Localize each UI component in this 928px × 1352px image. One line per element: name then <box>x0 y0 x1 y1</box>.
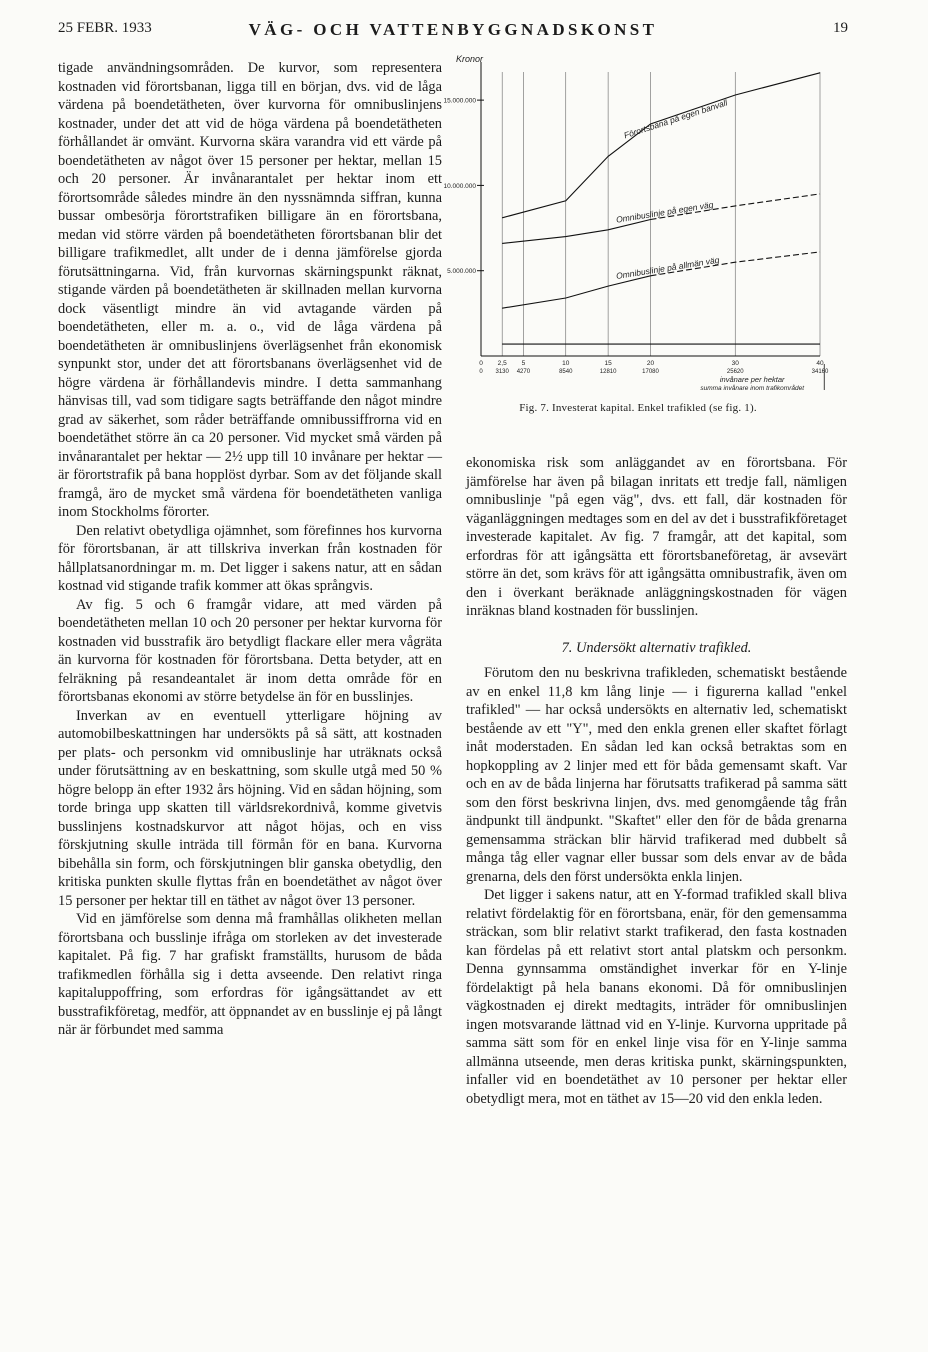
x-tick-label: 5 <box>521 360 526 367</box>
issue-date: 25 FEBR. 1933 <box>58 20 152 36</box>
section-heading: 7. Undersökt alternativ trafikled. <box>561 639 752 656</box>
x-tick-label-secondary: 4270 <box>516 369 531 375</box>
page-number: 19 <box>833 20 848 36</box>
paragraph: Förutom den nu beskrivna trafikleden, schematiskt bestående av en enkel 11,8 km lång linje — i figurerna kallad "enkel trafikled" — har också undersökts en alternativ led, schematiskt bestående av ett "Y", med den enkla grenen eller skaftet förlagt inåt moderstaden. En sådan led kan också betraktas som en hopkoppling av 2 linjer med ett för båda gemensamt skaft. Var och en av de båda linjerna har förutsatts trafikerad på samma sätt som den först beskrivna linjen, dvs. med genomgående tåg från ändpunkt till ändpunkt. "Skaftet" eller den för de båda grenarna gemensamma sträckan blir härvid trafikerad med dubbelt så många tåg eller vagnar eller bussar som dels envar av de båda grenarna, dels den först undersökta enkla linjen. <box>466 665 847 885</box>
journal-title: VÄG- OCH VATTENBYGGNADSKONST <box>248 20 658 39</box>
paragraph: Den relativt obetydliga ojämnhet, som förefinnes hos kurvorna för förortsbanan, är att tillskriva inverkan från kostnaden för hållplatsanordningar m. m. Det ligger i sakens natur, att en sådan kostnad vid stigande trafik kommer att ökas språngvis. <box>58 522 442 594</box>
series-label: Omnibuslinje på egen väg <box>615 199 714 225</box>
y-axis-label: Kronor <box>456 54 484 64</box>
series-line <box>502 276 650 308</box>
x-axis-label: invånare per hektar <box>719 375 785 384</box>
paragraph: Inverkan av en eventuell ytterligare höjning av automobilbeskattningen har undersökts på så sätt, att kostnaden per plats- och personkm vid omnibuslinje har uträknats också under förutsättning av en beskattning, som skulle utgå med 50 % högre belopp än efter 1932 års höjning. Vid en sådan höjning, som torde bringa upp skatten till världsrekordnivå, komme givetvis busslinjens kostnadskurvor att något höjas, och en viss förskjutning skulle inträda till förmån för en bana. Kurvorna bibehålla sin form, och förskjutningen blir ganska obetydlig, den kritiska punkten skulle flyttas från en boendetäthet av något över 15 personer per hektar till en täthet av något över 13 personer. <box>58 707 442 909</box>
x-tick-label-secondary: 17080 <box>642 369 659 375</box>
x-tick-label: 10 <box>562 360 570 367</box>
figure-caption: Fig. 7. Investerat kapital. Enkel trafikled (se fig. 1). <box>519 402 757 414</box>
paragraph: Vid en jämförelse som denna må framhållas olikheten mellan förortsbana och busslinje ifråga om storleken av det investerade kapitalet. På fig. 7 har grafiskt framställts, hurusom de båda trafikmedlen förhålla sig i detta avseende. Den relativt ringa kapitaluppoffring, som erfordras för igångsättandet av ett busstrafikföretag, medför, att öppnandet av en busslinje ej på långt när är förbundet med samma <box>58 911 442 1038</box>
paragraph: tigade användningsområden. De kurvor, som representera kostnaden vid förortsbanan, ligga till en början, dvs. vid de låga värdena på boendetätheten, över kurvorna för omnibuslinjens kostnader, under det att vid de höga värdena på boendetätheten förhållandet är omvänt. Kurvorna skära varandra vid ett värde på boendetätheten av något över 15 personer per hektar, mellan 15 och 20 personer. Är invånarantalet per hektar inom ett förortsområde således mindre än den nyssnämnda siffran, kunna bussar ombesörja förortstrafiken billigare än en förortsbana, medan vid större värden på boendetätheten förortsbanan blir det billigare trafikmedlet, allt under de i denna jämförelse gjorda förutsättningarna. Vid, från kurvornas skärningspunkt räknat, stigande värden på boendetätheten är skillnaden mellan kurvorna dock väsentligt mindre än vid avtagande värden på boendetätheten, eller m. a. o., vid de låga värdena på boendetätheten är omnibuslinjens överlägsenhet från ekonomisk synpunkt stor, under det att förortsbanans överlägsenhet vid de högre värdena är förhållandevis mindre. I detta sammanhang hänvisas till, vad som tidigare sagts beträffande den något mindre grad av säkerhet, som råder beträffande omnibussiffrorna vid en boendetäthet större än ca 20 personer. Vid mycket små värden på invånarantalet per hektar — 2½ upp till 10 invånare per hektar — är förortstrafik på bana hopplöst dyrbar. Som av det följande skall framgå, äro de mycket små värdena för boendetätheten vanliga inom Stockholms förorter. <box>58 60 442 520</box>
x-tick-label-secondary: 34160 <box>811 369 829 375</box>
chart-investerat-kapital <box>443 52 829 398</box>
y-tick-label: 15.000.000 <box>443 97 476 105</box>
x-axis-label-secondary: summa invånare inom trafikområdet <box>700 385 805 392</box>
right-column <box>466 454 847 1108</box>
x-tick-label-secondary: 0 <box>479 369 483 375</box>
x-tick-label-secondary: 8540 <box>559 369 573 375</box>
x-tick-label: 40 <box>816 360 824 367</box>
y-tick-label: 10.000.000 <box>443 182 476 190</box>
running-header <box>58 20 848 44</box>
x-tick-label: 0 <box>479 360 483 367</box>
series-label: Omnibuslinje på allmän väg <box>615 254 721 281</box>
left-column <box>58 59 442 1040</box>
paragraph: Det ligger i sakens natur, att en Y-formad trafikled skall bliva relativt fördelaktig för en förortsbana, enär, för den gemensamma sträckan, som blir relativt starkt trafikerad, den fasta kostnaden kan fördelas på ett relativt stort antal platskm och personkm. Denna gynnsamma omständighet inverkar för en Y-linje fördelaktigt på hela banans ekonomi. Då för omnibuslinjen vägkostnaden ej direkt medtagits, inträder för omnibuslinjen ingen motsvarande lättnad vid en Y-linje. Kurvorna uppritade på samma sätt som för en enkel linje visa för en Y-linje samma allmänna utseende, men deras kritiska punkt, skärningspunkten, infaller vid en boendetäthet av 10 personer per hektar eller obetydligt mera, mot en täthet av 15—20 vid den enkla leden. <box>466 887 847 1107</box>
paragraph: ekonomiska risk som anläggandet av en förortsbana. För jämförelse har även på bilagan inritats ett tredje fall, nämligen omnibuslinje "på egen väg", dvs. ett fall, där kostnaden för väganläggningen medtages som en del av det i busstrafikföretaget investerade kapitalet. Av fig. 7 framgår, att det kapital, som erfordras för att igångsätta ett förortsbaneföretag, är avsevärt större än det, som krävs för att igångsätta omnibustrafik, även om den i överkant beräknade anläggningskostnaden för vägen inräknas bland kostnaden för busslinjen. <box>466 455 847 619</box>
x-tick-label: 15 <box>604 360 612 367</box>
x-tick-label-secondary: 12810 <box>599 369 617 375</box>
y-tick-label: 5.000.000 <box>447 268 476 276</box>
paragraph: Av fig. 5 och 6 framgår vidare, att med värden på boendetätheten mellan 10 och 20 personer per hektar kurvorna för kostnaden vid busstrafik äro betydligt flackare eller mera vågräta än kurvorna för kostnaden för förortsbana. Detta betyder, att en felräkning på resandeantalet är inom detta område för en förortsbanas ekonomi av större betydelse än för en busslinjes. <box>58 596 442 705</box>
x-tick-label: 2,5 <box>497 360 507 367</box>
series-label: Förortsbana på egen banvall <box>622 97 729 141</box>
x-tick-label: 20 <box>646 360 655 367</box>
x-tick-label: 30 <box>731 360 739 367</box>
series-line <box>502 220 650 244</box>
series-line <box>502 73 820 218</box>
x-tick-label-secondary: 25620 <box>726 369 744 375</box>
figure-7 <box>443 52 829 422</box>
x-tick-label-secondary: 3130 <box>495 369 509 375</box>
